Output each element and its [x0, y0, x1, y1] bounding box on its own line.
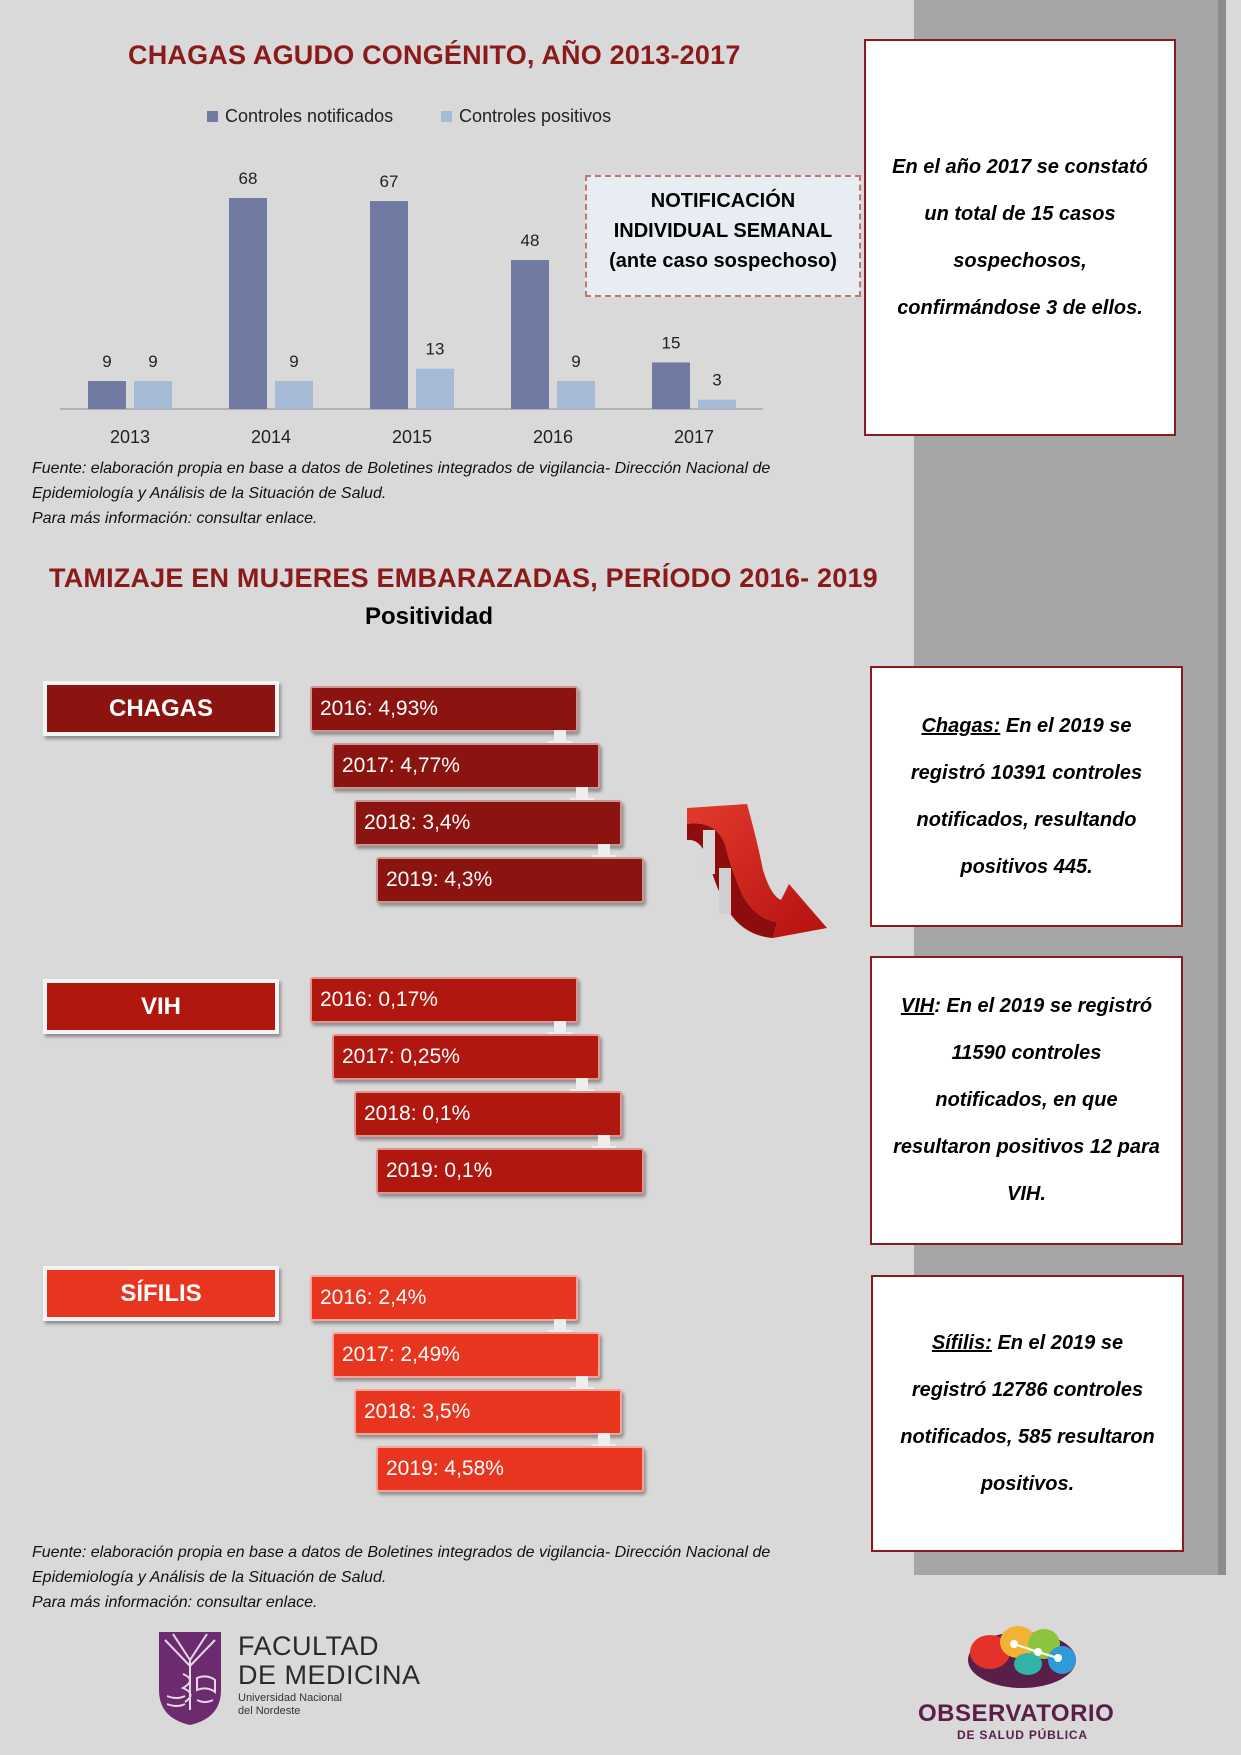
observatorio-subname: DE SALUD PÚBLICA	[957, 1728, 1088, 1742]
legend-label-positivos: Controles positivos	[459, 106, 612, 126]
chart-title: CHAGAS AGUDO CONGÉNITO, AÑO 2013-2017	[128, 40, 741, 70]
card-sifilis-line-3: notificados, 585 resultaron	[900, 1425, 1155, 1448]
observatorio-logo	[910, 1622, 1120, 1742]
section2-subtitle: Positividad	[365, 603, 494, 630]
bar-notificados-2013	[88, 381, 126, 409]
step-vih-3: 2018: 0,1%	[354, 1091, 622, 1137]
faculty-university-2: del Nordeste	[238, 1705, 301, 1717]
step-vih-1: 2016: 0,17%	[310, 977, 578, 1023]
source-2-line-2: Epidemiología y Análisis de la Situación de Salud.	[32, 1569, 387, 1586]
bar-notificados-2016	[511, 260, 549, 409]
card-vih	[870, 956, 1183, 1245]
source-note-2	[32, 1540, 852, 1615]
data-label-notificados-2014: 68	[238, 169, 258, 188]
x-tick-label-2016: 2016	[532, 427, 574, 447]
tag-chagas: CHAGAS	[43, 681, 279, 736]
data-label-positivos-2014: 9	[289, 352, 299, 372]
summary-line-3: sospechosos,	[953, 249, 1087, 272]
x-tick-label-2015: 2015	[391, 427, 433, 447]
card-vih-line-1: : En el 2019 se registró	[934, 995, 1153, 1017]
summary-card-2017	[864, 39, 1176, 436]
card-sifilis-line-4: positivos.	[980, 1472, 1075, 1495]
bar-notificados-2014	[229, 198, 267, 409]
data-label-positivos-2015: 13	[425, 339, 445, 359]
faculty-name-2: DE MEDICINA	[238, 1660, 421, 1690]
data-label-positivos-2017: 3	[712, 370, 722, 390]
notification-line-2: INDIVIDUAL SEMANAL	[613, 220, 833, 242]
step-sífilis-4: 2019: 4,58%	[376, 1446, 644, 1492]
card-vih-title: VIH	[900, 995, 935, 1017]
x-tick-label-2014: 2014	[250, 427, 292, 447]
summary-line-2: un total de 15 casos	[924, 202, 1116, 225]
card-chagas-title: Chagas:	[921, 714, 1001, 737]
card-chagas-line-1: En el 2019 se	[1000, 714, 1132, 737]
source-note-1	[32, 456, 852, 531]
bar-positivos-2013	[134, 381, 172, 409]
card-chagas-line-3: notificados, resultando	[916, 808, 1137, 831]
source-1-line-2: Epidemiología y Análisis de la Situación de Salud.	[32, 485, 387, 502]
notification-line-3: (ante caso sospechoso)	[609, 250, 837, 272]
data-label-notificados-2013: 9	[102, 352, 112, 372]
section2-title: TAMIZAJE EN MUJERES EMBARAZADAS, PERÍODO 2016- 2019	[49, 563, 878, 593]
faculty-university-1: Universidad Nacional	[238, 1692, 342, 1704]
step-chagas-1: 2016: 4,93%	[310, 686, 578, 732]
faculty-logo	[157, 1630, 457, 1730]
card-chagas	[870, 666, 1183, 927]
notification-box	[585, 175, 861, 297]
bar-notificados-2017	[652, 362, 690, 409]
data-label-notificados-2017: 15	[661, 333, 681, 353]
card-sifilis-line-1: En el 2019 se	[991, 1331, 1124, 1354]
notification-line-1: NOTIFICACIÓN	[650, 190, 796, 212]
card-vih-line-2: 11590 controles	[951, 1042, 1102, 1064]
card-sifilis	[871, 1275, 1184, 1552]
source-1-line-1: Fuente: elaboración propia en base a datos de Boletines integrados de vigilancia- Dirección Nacional de	[32, 460, 771, 477]
card-sifilis-line-2: registró 12786 controles	[911, 1378, 1144, 1401]
card-vih-line-4: resultaron positivos 12 para	[893, 1136, 1160, 1158]
legend-label-notificados: Controles notificados	[225, 106, 394, 126]
observatorio-brain-icon	[962, 1622, 1082, 1692]
card-vih-line-3: notificados, en que	[935, 1089, 1118, 1111]
step-vih-2: 2017: 0,25%	[332, 1034, 600, 1080]
bar-positivos-2015	[416, 369, 454, 409]
faculty-name-1: FACULTAD	[238, 1631, 380, 1661]
source-2-line-1: Fuente: elaboración propia en base a datos de Boletines integrados de vigilancia- Dirección Nacional de	[32, 1544, 771, 1561]
x-tick-label-2017: 2017	[673, 427, 715, 447]
observatorio-name: OBSERVATORIO	[918, 1700, 1115, 1727]
x-tick-label-2013: 2013	[109, 427, 151, 447]
faculty-crest-icon	[157, 1630, 223, 1726]
step-chagas-3: 2018: 3,4%	[354, 800, 622, 846]
tag-sifilis: SÍFILIS	[43, 1266, 279, 1321]
summary-line-4: confirmándose 3 de ellos.	[897, 296, 1143, 319]
card-sifilis-title: Sífilis:	[931, 1331, 992, 1354]
step-vih-4: 2019: 0,1%	[376, 1148, 644, 1194]
step-sífilis-3: 2018: 3,5%	[354, 1389, 622, 1435]
tag-vih: VIH	[43, 979, 279, 1034]
bar-positivos-2016	[557, 381, 595, 409]
bar-positivos-2014	[275, 381, 313, 409]
bar-positivos-2017	[698, 400, 736, 409]
data-label-positivos-2013: 9	[148, 352, 158, 372]
source-2-line-3: Para más información: consultar enlace.	[32, 1594, 318, 1611]
bar-notificados-2015	[370, 201, 408, 409]
data-label-notificados-2016: 48	[520, 231, 540, 251]
card-vih-line-5: VIH.	[1007, 1183, 1046, 1205]
step-sífilis-2: 2017: 2,49%	[332, 1332, 600, 1378]
step-chagas-2: 2017: 4,77%	[332, 743, 600, 789]
step-sífilis-1: 2016: 2,4%	[310, 1275, 578, 1321]
right-rail-shadow	[1218, 0, 1226, 1575]
step-chagas-4: 2019: 4,3%	[376, 857, 644, 903]
data-label-notificados-2015: 67	[379, 172, 399, 192]
card-chagas-line-4: positivos 445.	[960, 855, 1093, 878]
data-label-positivos-2016: 9	[571, 352, 581, 372]
summary-line-1: En el año 2017 se constató	[892, 155, 1148, 178]
card-chagas-line-2: registró 10391 controles	[910, 761, 1143, 784]
decorative-down-arrow-icon	[685, 800, 835, 940]
source-1-line-3: Para más información: consultar enlace.	[32, 510, 318, 527]
